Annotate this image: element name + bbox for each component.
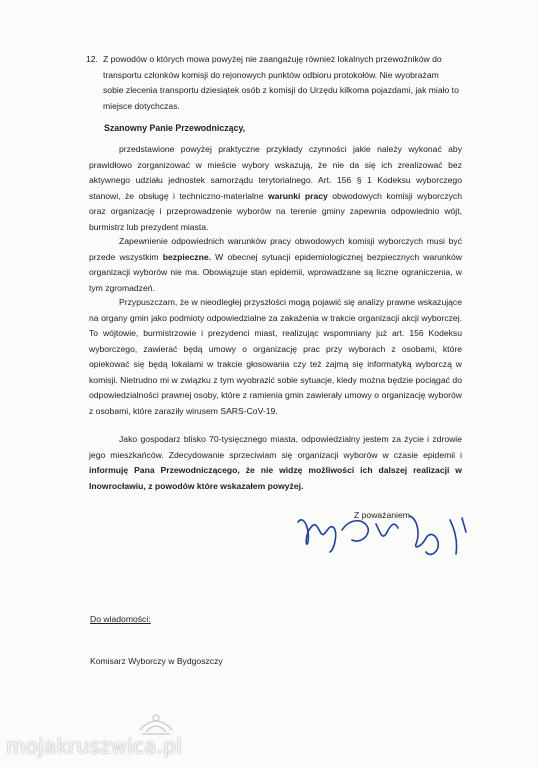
paragraph-2-bold: bezpieczne. [162, 251, 212, 262]
paragraph-4 [89, 432, 462, 494]
paragraph-1-bold: warunki pracy [267, 190, 328, 201]
paragraph-1-text: przedstawione powyżej praktyczne przykłady czynności jakie należy wykonać aby prawidłowo zorganizować w mieście wybory wskazują, że nie da się ich zrealizować bez aktywnego udziału jednostek samorządu terytorialnego. Art. 156 § 1 Kodeksu wyborczego stanowi, że obsługę i techniczno-materialne [89, 144, 462, 201]
closing-line: Z poważaniem [354, 510, 410, 520]
paragraph-1-text-2: obwodowych komisji wyborczych oraz organizację i przeprowadzenie wyborów na terenie gminy zapewnia odpowiednio wójt, burmistrz lub prezydent miasta. [89, 190, 463, 232]
paragraph-4-text: Jako gospodarz blisko 70-tysięcznego miasta, odpowiedzialny jestem za życie i zdrowie jego mieszkańców. Zdecydowanie sprzeciwiam się organizacji wyborów w czasie epidemii i [89, 434, 462, 460]
paragraph-2-text-2: W obecnej sytuacji epidemiologicznej bezpiecznych warunków organizacji wyborów nie ma. Obowiązuje stan epidemii, wprowadzane są liczne ograniczenia, w tym zgromadzeń. [89, 251, 462, 293]
watermark-logo-icon [136, 710, 176, 736]
handwritten-signature [290, 500, 490, 560]
paragraph-1 [89, 142, 462, 235]
list-item-number: 12. [86, 54, 98, 64]
paragraph-3: Przypuszczam, że w nieodległej przyszłości mogą pojawić się analizy prawne wskazujące na organy gmin jako podmioty odpowiedzialne za zakażenia w trakcie organizacji akcji wyborczej. To wójtowie, burmistrzowie i prezydenci miast, realizując wspomniany już art. 156 Kodeksu wyborczego, zawierać będą umowy o organizację prac przy wyborach z osobami, które opiekować się będą lokalami w trakcie głosowania czy też zajmą się informatyką wyborczą w komisji. Nietrudno mi w związku z tym wyobrazić sobie sytuacje, kiedy można będzie pociągać do odpowiedzialności prawnej osoby, które z ramienia gmin zawierały umowy o organizację wyborów z osobami, które zaraziły wirusem SARS-CoV-19. [89, 297, 462, 416]
list-item-text: Z powodów o których mowa powyżej nie zaangażuję również lokalnych przewoźników do transportu członków komisji do rejonowych punktów odbioru protokołów. Nie wyobrażam sobie zlecenia transportu dziesiątek osób z komisji do Urzędu kilkoma pojazdami, jak miało to miejsce dotychczas. [103, 54, 459, 111]
salutation: Szanowny Panie Przewodniczący, [104, 123, 246, 133]
watermark-text: mojakruszwica.pl [6, 734, 182, 758]
recipient-line: Komisarz Wyborczy w Bydgoszczy [90, 656, 223, 666]
paragraph-4-bold: informuję Pana Przewodniczącego, że nie widzę możliwości ich dalszej realizacji w Inowrocławiu, z powodów które wskazałem powyżej. [89, 465, 462, 491]
paragraph-2 [89, 234, 462, 296]
notice-label: Do wiadomości: [90, 614, 151, 624]
paragraph-2-text: Zapewnienie odpowiednich warunków pracy obwodowych komisji wyborczych musi być przede wszystkim [89, 236, 462, 262]
